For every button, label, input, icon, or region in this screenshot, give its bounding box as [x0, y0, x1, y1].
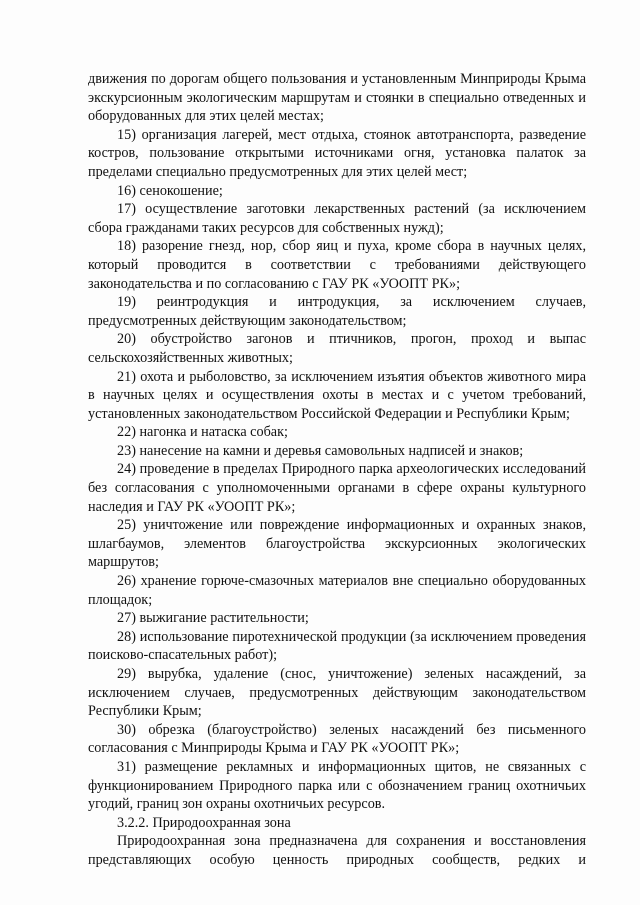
paragraph-item-17: 17) осуществление заготовки лекарственных растений (за исключением сбора гражданами таких ресурсов для собственных нужд);: [88, 201, 586, 236]
section-heading: 3.2.2. Природоохранная зона: [117, 814, 291, 831]
paragraph-item-27: 27) выжигание растительности;: [117, 610, 309, 627]
paragraph-item-19: 19) реинтродукция и интродукция, за исключением случаев, предусмотренных действующим законодательством;: [88, 294, 586, 329]
paragraph-item-26: 26) хранение горюче-смазочных материалов вне специально оборудованных площадок;: [88, 573, 586, 608]
paragraph-item-23: 23) нанесение на камни и деревья самовольных надписей и знаков;: [117, 442, 524, 459]
paragraph-zone-description: Природоохранная зона предназначена для сохранения и восстановления представляющих особую ценность природных сообществ, редких и: [88, 833, 586, 868]
paragraph-item-15: 15) организация лагерей, мест отдыха, стоянок автотранспорта, разведение костров, пользование открытыми источниками огня, установка палаток за пределами специально предусмотренных для этих целей мест;: [88, 126, 586, 180]
paragraph-item-31: 31) размещение рекламных и информационных щитов, не связанных с функционированием Природного парка или с обозначением границ охотничьих угодий, границ зон охраны охотничьих ресурсов.: [88, 758, 586, 813]
paragraph-item-18: 18) разорение гнезд, нор, сбор яиц и пуха, кроме сбора в научных целях, который проводится в соответствии с требованиями действующего законодательства и по согласованию с ГАУ РК «УООПТ РК»;: [88, 238, 586, 292]
paragraph-item-16: 16) сенокошение;: [117, 182, 223, 199]
paragraph-item-22: 22) нагонка и натаска собак;: [117, 424, 288, 441]
paragraph-item-29: 29) вырубка, удаление (снос, уничтожение) зеленых насаждений, за исключением случаев, предусмотренных действующим законодательством Республики Крым;: [88, 666, 586, 720]
paragraph-item-28: 28) использование пиротехнической продукции (за исключением проведения поисково-спасательных работ);: [88, 628, 586, 664]
paragraph-continuation: движения по дорогам общего пользования и установленным Минприроды Крыма экскурсионным экологическим маршрутам и стоянки в специально отведенных и оборудованных для этих целей местах;: [88, 71, 586, 125]
paragraph-item-21: 21) охота и рыболовство, за исключением изъятия объектов животного мира в научных целях и осуществления охоты в местах и с учетом требований, установленных законодательством Российской Федерации и Республики Крым;: [88, 368, 586, 422]
paragraph-item-30: 30) обрезка (благоустройство) зеленых насаждений без письменного согласования с Минприроды Крыма и ГАУ РК «УООПТ РК»;: [88, 721, 586, 757]
paragraph-item-25: 25) уничтожение или повреждение информационных и охранных знаков, шлагбаумов, элементов благоустройства экскурсионных экологических маршрутов;: [88, 517, 586, 571]
document-body: [88, 70, 586, 870]
paragraph-item-20: 20) обустройство загонов и птичников, прогон, проход и выпас сельскохозяйственных животных;: [88, 331, 586, 366]
paragraph-item-24: 24) проведение в пределах Природного парка археологических исследований без согласования с уполномоченными органами в сфере охраны культурного наследия и ГАУ РК «УООПТ РК»;: [88, 461, 586, 515]
